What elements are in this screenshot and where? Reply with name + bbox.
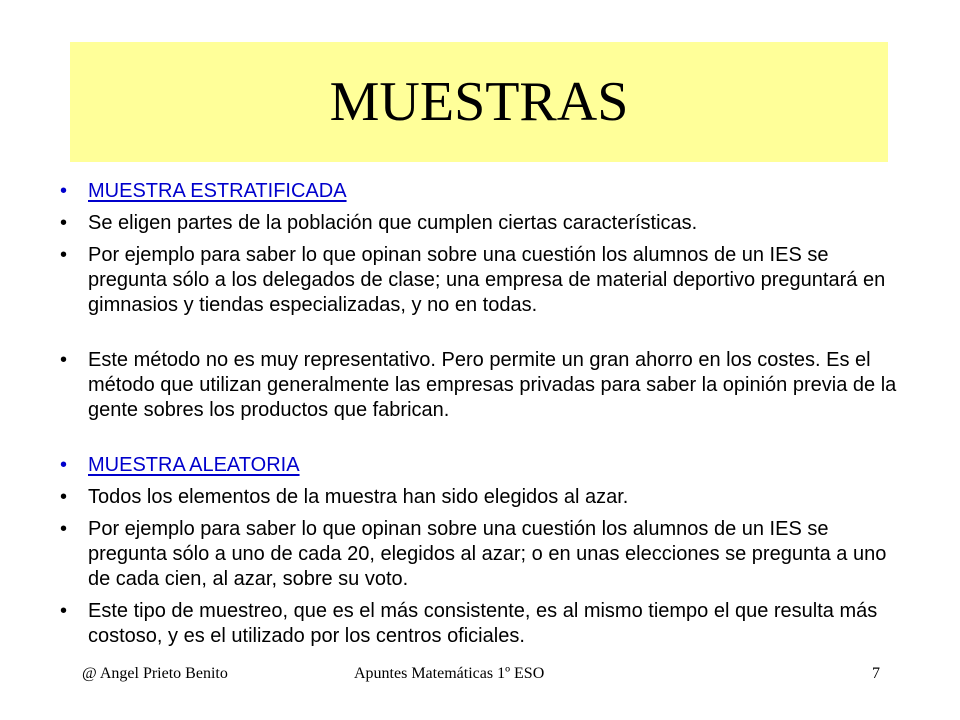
bullet-dot: • [60, 454, 68, 476]
bullet-text: Este método no es muy representativo. Pero permite un gran ahorro en los costes. Es el método que utilizan generalmente las empresas privadas para saber la opinión previa de la gente sobres los productos que fabrican. [88, 349, 897, 421]
bullet-heading-random[interactable] [60, 453, 910, 478]
bullet-dot: • [60, 600, 68, 622]
bullet-dot: • [60, 180, 68, 202]
bullet-dot: • [60, 518, 68, 540]
bullet-text: Por ejemplo para saber lo que opinan sobre una cuestión los alumnos de un IES se pregunta sólo a los delegados de clase; una empresa de material deportivo preguntará en gimnasios y tiendas especializadas, y no en todas. [88, 244, 886, 316]
bullet-heading-stratified[interactable] [60, 179, 910, 204]
bullet-item [60, 348, 910, 423]
bullet-dot: • [60, 212, 68, 234]
bullet-dot: • [60, 349, 68, 371]
link-muestra-aleatoria[interactable]: MUESTRA ALEATORIA [88, 454, 300, 476]
footer-page-number: 7 [872, 665, 880, 682]
bullet-item [60, 517, 910, 592]
bullet-item [60, 211, 910, 236]
bullet-text: Todos los elementos de la muestra han sido elegidos al azar. [88, 486, 629, 508]
title-banner [70, 42, 888, 162]
link-muestra-estratificada[interactable]: MUESTRA ESTRATIFICADA [88, 180, 347, 202]
bullet-dot: • [60, 486, 68, 508]
footer-author: @ Angel Prieto Benito [82, 665, 228, 682]
bullet-dot: • [60, 244, 68, 266]
bullet-item [60, 243, 910, 318]
bullet-text: Se eligen partes de la población que cumplen ciertas características. [88, 212, 698, 234]
bullet-text: Por ejemplo para saber lo que opinan sobre una cuestión los alumnos de un IES se pregunta sólo a uno de cada 20, elegidos al azar; o en unas elecciones se pregunta a uno de cada cien, al azar, sobre su voto. [88, 518, 887, 590]
page-title: MUESTRAS [329, 71, 629, 133]
footer-course: Apuntes Matemáticas 1º ESO [354, 665, 545, 682]
bullet-text: Este tipo de muestreo, que es el más consistente, es al mismo tiempo el que resulta más costoso, y es el utilizado por los centros oficiales. [88, 600, 878, 647]
bullet-item [60, 485, 910, 510]
bullet-list [60, 179, 910, 649]
bullet-item [60, 599, 910, 649]
